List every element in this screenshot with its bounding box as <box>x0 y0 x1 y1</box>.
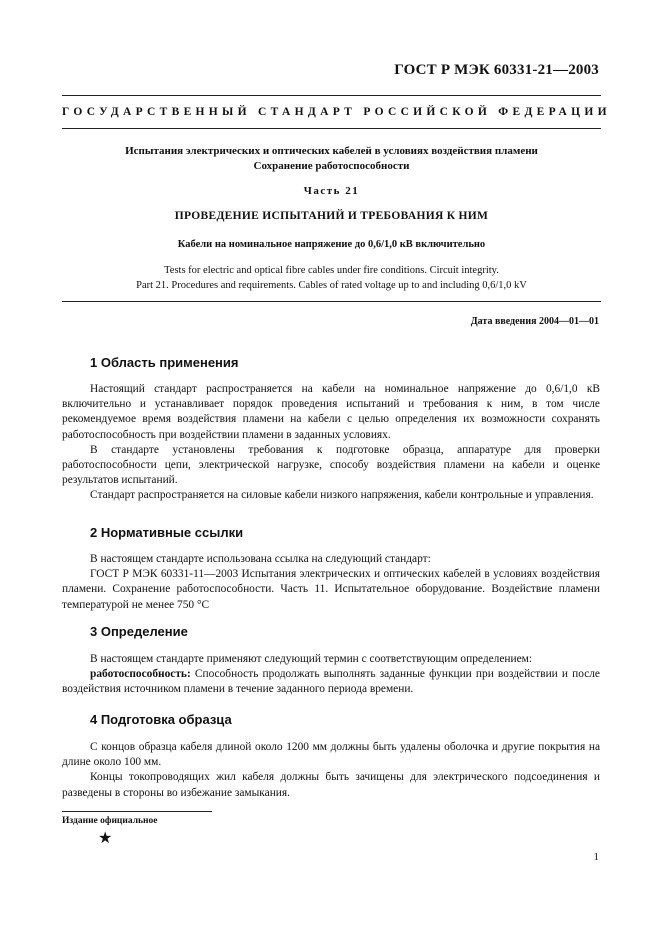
state-standard-title: ГОСУДАРСТВЕННЫЙ СТАНДАРТ РОССИЙСКОЙ ФЕДЕРАЦИИ <box>62 106 611 118</box>
page-number: 1 <box>593 851 599 863</box>
title-en <box>62 263 601 293</box>
section-4-paragraph: Концы токопроводящих жил кабеля должны быть зачищены для электрического подсоединения и разведены в стороны во избежание замыкания. <box>62 771 600 799</box>
section-1-body <box>62 382 600 504</box>
section-1-paragraph: Настоящий стандарт распространяется на кабели на номинальное напряжение до 0,6/1,0 кВ включительно и устанавливает порядок проведения испытаний и требования к ним, в том числе рекомендуемое время воздействия пламени на кабели с целью определения их возможности сохранять работоспособность при воздействии пламени в заданных условиях. <box>62 383 600 441</box>
subtitle: Кабели на номинальное напряжение до 0,6/1,0 кВ включительно <box>177 239 486 250</box>
document-code: ГОСТ Р МЭК 60331-21—2003 <box>394 62 599 78</box>
section-3-paragraph: В настоящем стандарте применяют следующий термин с соответствующим определением: <box>90 653 533 665</box>
title-en-line1: Tests for electric and optical fibre cables under fire conditions. Circuit integrity. <box>164 265 499 276</box>
section-4-body <box>62 740 600 801</box>
definition-term: работоспособность: <box>90 668 191 681</box>
section-1-paragraph: В стандарте установлены требования к подготовке образца, аппаратуре для проверки работоспособности цепи, электрической нагрузке, способу воздействия пламени на кабели и оценке результатов испытаний. <box>62 443 600 487</box>
official-edition-label: Издание официальное <box>62 816 158 826</box>
part-label: Часть 21 <box>303 185 360 197</box>
definition-text: Способность продолжать выполнять заданные функции при воздействии и после воздействия источником пламени в течение заданного периода времени. <box>62 668 600 696</box>
footer-rule <box>62 811 212 812</box>
title-ru-line1: Испытания электрических и оптических кабелей в условиях воздействия пламени <box>125 145 538 157</box>
definition-paragraph <box>62 667 600 697</box>
star-icon: ★ <box>98 828 113 847</box>
introduction-date: Дата введения 2004—01—01 <box>470 316 599 327</box>
title-rule <box>62 128 601 129</box>
section-3-title: 3 Определение <box>90 624 188 639</box>
section-2-reference: ГОСТ Р МЭК 60331-11—2003 Испытания электрических и оптических кабелей в условиях воздействия пламени. Сохранение работоспособности. Часть 11. Испытательное оборудование. Воздействие пламени температурой не менее 750 °С <box>62 568 600 611</box>
main-heading: ПРОВЕДЕНИЕ ИСПЫТАНИЙ И ТРЕБОВАНИЯ К НИМ <box>174 210 489 222</box>
section-1-title: 1 Область применения <box>90 355 239 370</box>
title-ru <box>62 144 601 174</box>
section-2-paragraph: В настоящем стандарте использована ссылка на следующий стандарт: <box>90 553 431 565</box>
title-en-line2: Part 21. Procedures and requirements. Cables of rated voltage up to and including 0,6/1,0 kV <box>136 280 527 291</box>
section-1-paragraph: Стандарт распространяется на силовые кабели низкого напряжения, кабели контрольные и управления. <box>90 489 594 502</box>
section-3-body <box>62 652 600 698</box>
title-ru-line2: Сохранение работоспособности <box>253 160 410 172</box>
title-block-rule <box>62 301 601 302</box>
section-2-body <box>62 552 600 613</box>
top-rule <box>62 95 601 96</box>
section-4-paragraph: С концов образца кабеля длиной около 1200 мм должны быть удалены оболочка и другие покрытия на длине около 100 мм. <box>62 741 600 769</box>
section-2-title: 2 Нормативные ссылки <box>90 525 244 540</box>
section-4-title: 4 Подготовка образца <box>90 712 232 727</box>
